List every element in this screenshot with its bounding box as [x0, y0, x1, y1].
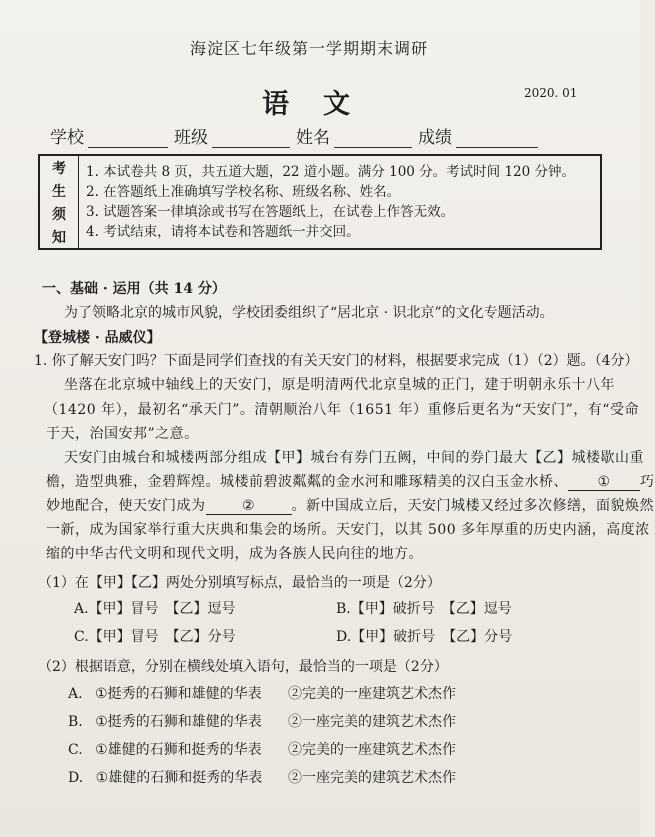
- option-d-part-2: ②一座完美的建筑艺术杰作: [288, 770, 456, 786]
- passage-line: [46, 495, 654, 515]
- student-info-row: [50, 123, 544, 148]
- notice-item: 1. 本试卷共 8 页，共五道大题，22 道小题。满分 100 分。考试时间 120 分钟。: [86, 164, 576, 180]
- passage-text: 巧: [640, 474, 655, 490]
- sub-question-2: （2）根据语意，分别在横线处填入语句，最恰当的一项是（2分）: [38, 659, 448, 675]
- option-a[interactable]: [68, 683, 262, 703]
- notice-side-char: 须: [52, 206, 66, 223]
- option-a-part-2: ②完美的一座建筑艺术杰作: [288, 686, 456, 702]
- sub-question-1: （1）在【甲】【乙】两处分别填写标点，最恰当的一项是（2分）: [38, 575, 441, 591]
- passage-line: 坐落在北京城中轴线上的天安门，原是明清两代北京皇城的正门，建于明朝永乐十八年: [64, 377, 615, 393]
- option-part-1: ①雄健的石狮和挺秀的华表: [95, 770, 263, 786]
- notice-item: 4. 考试结束，请将本试卷和答题纸一并交回。: [86, 224, 360, 240]
- notice-side-char: 考: [52, 160, 66, 177]
- school-label: 学校: [50, 128, 84, 148]
- option-c[interactable]: [68, 739, 262, 759]
- passage-line: [46, 471, 655, 491]
- subject-title: 语文: [262, 89, 384, 120]
- blank-1: ①: [568, 474, 640, 491]
- option-part-1: ①雄健的石狮和挺秀的华表: [95, 742, 262, 758]
- option-a[interactable]: A.【甲】冒号 【乙】逗号: [74, 601, 236, 617]
- notice-items: [86, 162, 575, 242]
- notice-item: 3. 试题答案一律填涂或书写在答题纸上，在试卷上作答无效。: [86, 204, 455, 220]
- notice-side-label: [40, 156, 79, 248]
- option-label: B.: [68, 714, 83, 730]
- passage-line: （1420 年），最初名“承天门”。清朝顺治八年（1651 年）重修后更名为“天安门”，有“受命: [44, 402, 639, 418]
- passage-line: 缩的中华古代文明和现代文明，成为各族人民向往的地方。: [46, 546, 423, 562]
- option-c[interactable]: C.【甲】冒号 【乙】分号: [74, 629, 236, 645]
- section-title: 一、基础 · 运用（共 14 分）: [42, 281, 226, 297]
- option-label: D.: [68, 770, 84, 786]
- passage-line: 一新，成为国家举行重大庆典和集会的场所。天安门，以其 500 多年厚重的历史内涵，高度浓: [46, 522, 650, 538]
- notice-item: 2. 在答题纸上准确填写学校名称、班级名称、姓名。: [86, 184, 401, 200]
- option-label: A.: [68, 686, 83, 702]
- notice-box: [38, 154, 602, 250]
- option-b-part-2: ②一座完美的建筑艺术杰作: [288, 714, 456, 730]
- score-field[interactable]: [456, 131, 538, 148]
- class-label: 班级: [174, 128, 208, 148]
- blank-2: ②: [206, 498, 292, 515]
- passage-text: 檐，造型典雅，金碧辉煌。城楼前碧波粼粼的金水河和雕琢精美的汉白玉金水桥、: [46, 474, 568, 490]
- option-b[interactable]: [68, 711, 262, 731]
- subsection-title: 【登城楼 · 品威仪】: [34, 330, 161, 346]
- question-1: 1. 你了解天安门吗？下面是同学们查找的有关天安门的材料，根据要求完成（1）（2）题。（4分）: [34, 353, 639, 369]
- option-part-1: ①挺秀的石狮和雄健的华表: [95, 714, 262, 730]
- score-label: 成绩: [418, 128, 452, 148]
- school-field[interactable]: [88, 131, 168, 148]
- option-d[interactable]: [68, 767, 262, 787]
- section-intro: 为了领略北京的城市风貌，学校团委组织了“居北京 · 识北京”的文化专题活动。: [64, 305, 554, 321]
- passage-line: 于天，治国安邦”之意。: [46, 426, 199, 442]
- option-c-part-2: ②完美的一座建筑艺术杰作: [288, 742, 456, 758]
- passage-line: 天安门由城台和城楼两部分组成【甲】城台有券门五阙，中间的券门最大【乙】城楼歇山重: [64, 450, 644, 466]
- passage-text: 。新中国成立后，天安门城楼又经过多次修缮，面貌焕然: [291, 498, 654, 514]
- option-part-1: ①挺秀的石狮和雄健的华表: [95, 686, 262, 702]
- exam-date: 2020. 01: [524, 86, 578, 100]
- notice-side-char: 生: [52, 183, 66, 200]
- notice-side-char: 知: [52, 229, 66, 246]
- option-label: C.: [68, 742, 83, 758]
- option-d[interactable]: D.【甲】破折号 【乙】分号: [336, 629, 513, 645]
- name-label: 姓名: [296, 128, 330, 148]
- name-field[interactable]: [334, 131, 412, 148]
- exam-title: 海淀区七年级第一学期期末调研: [190, 39, 429, 58]
- class-field[interactable]: [212, 131, 290, 148]
- passage-text: 妙地配合，使天安门成为: [46, 498, 206, 514]
- option-b[interactable]: B.【甲】破折号 【乙】逗号: [336, 601, 512, 617]
